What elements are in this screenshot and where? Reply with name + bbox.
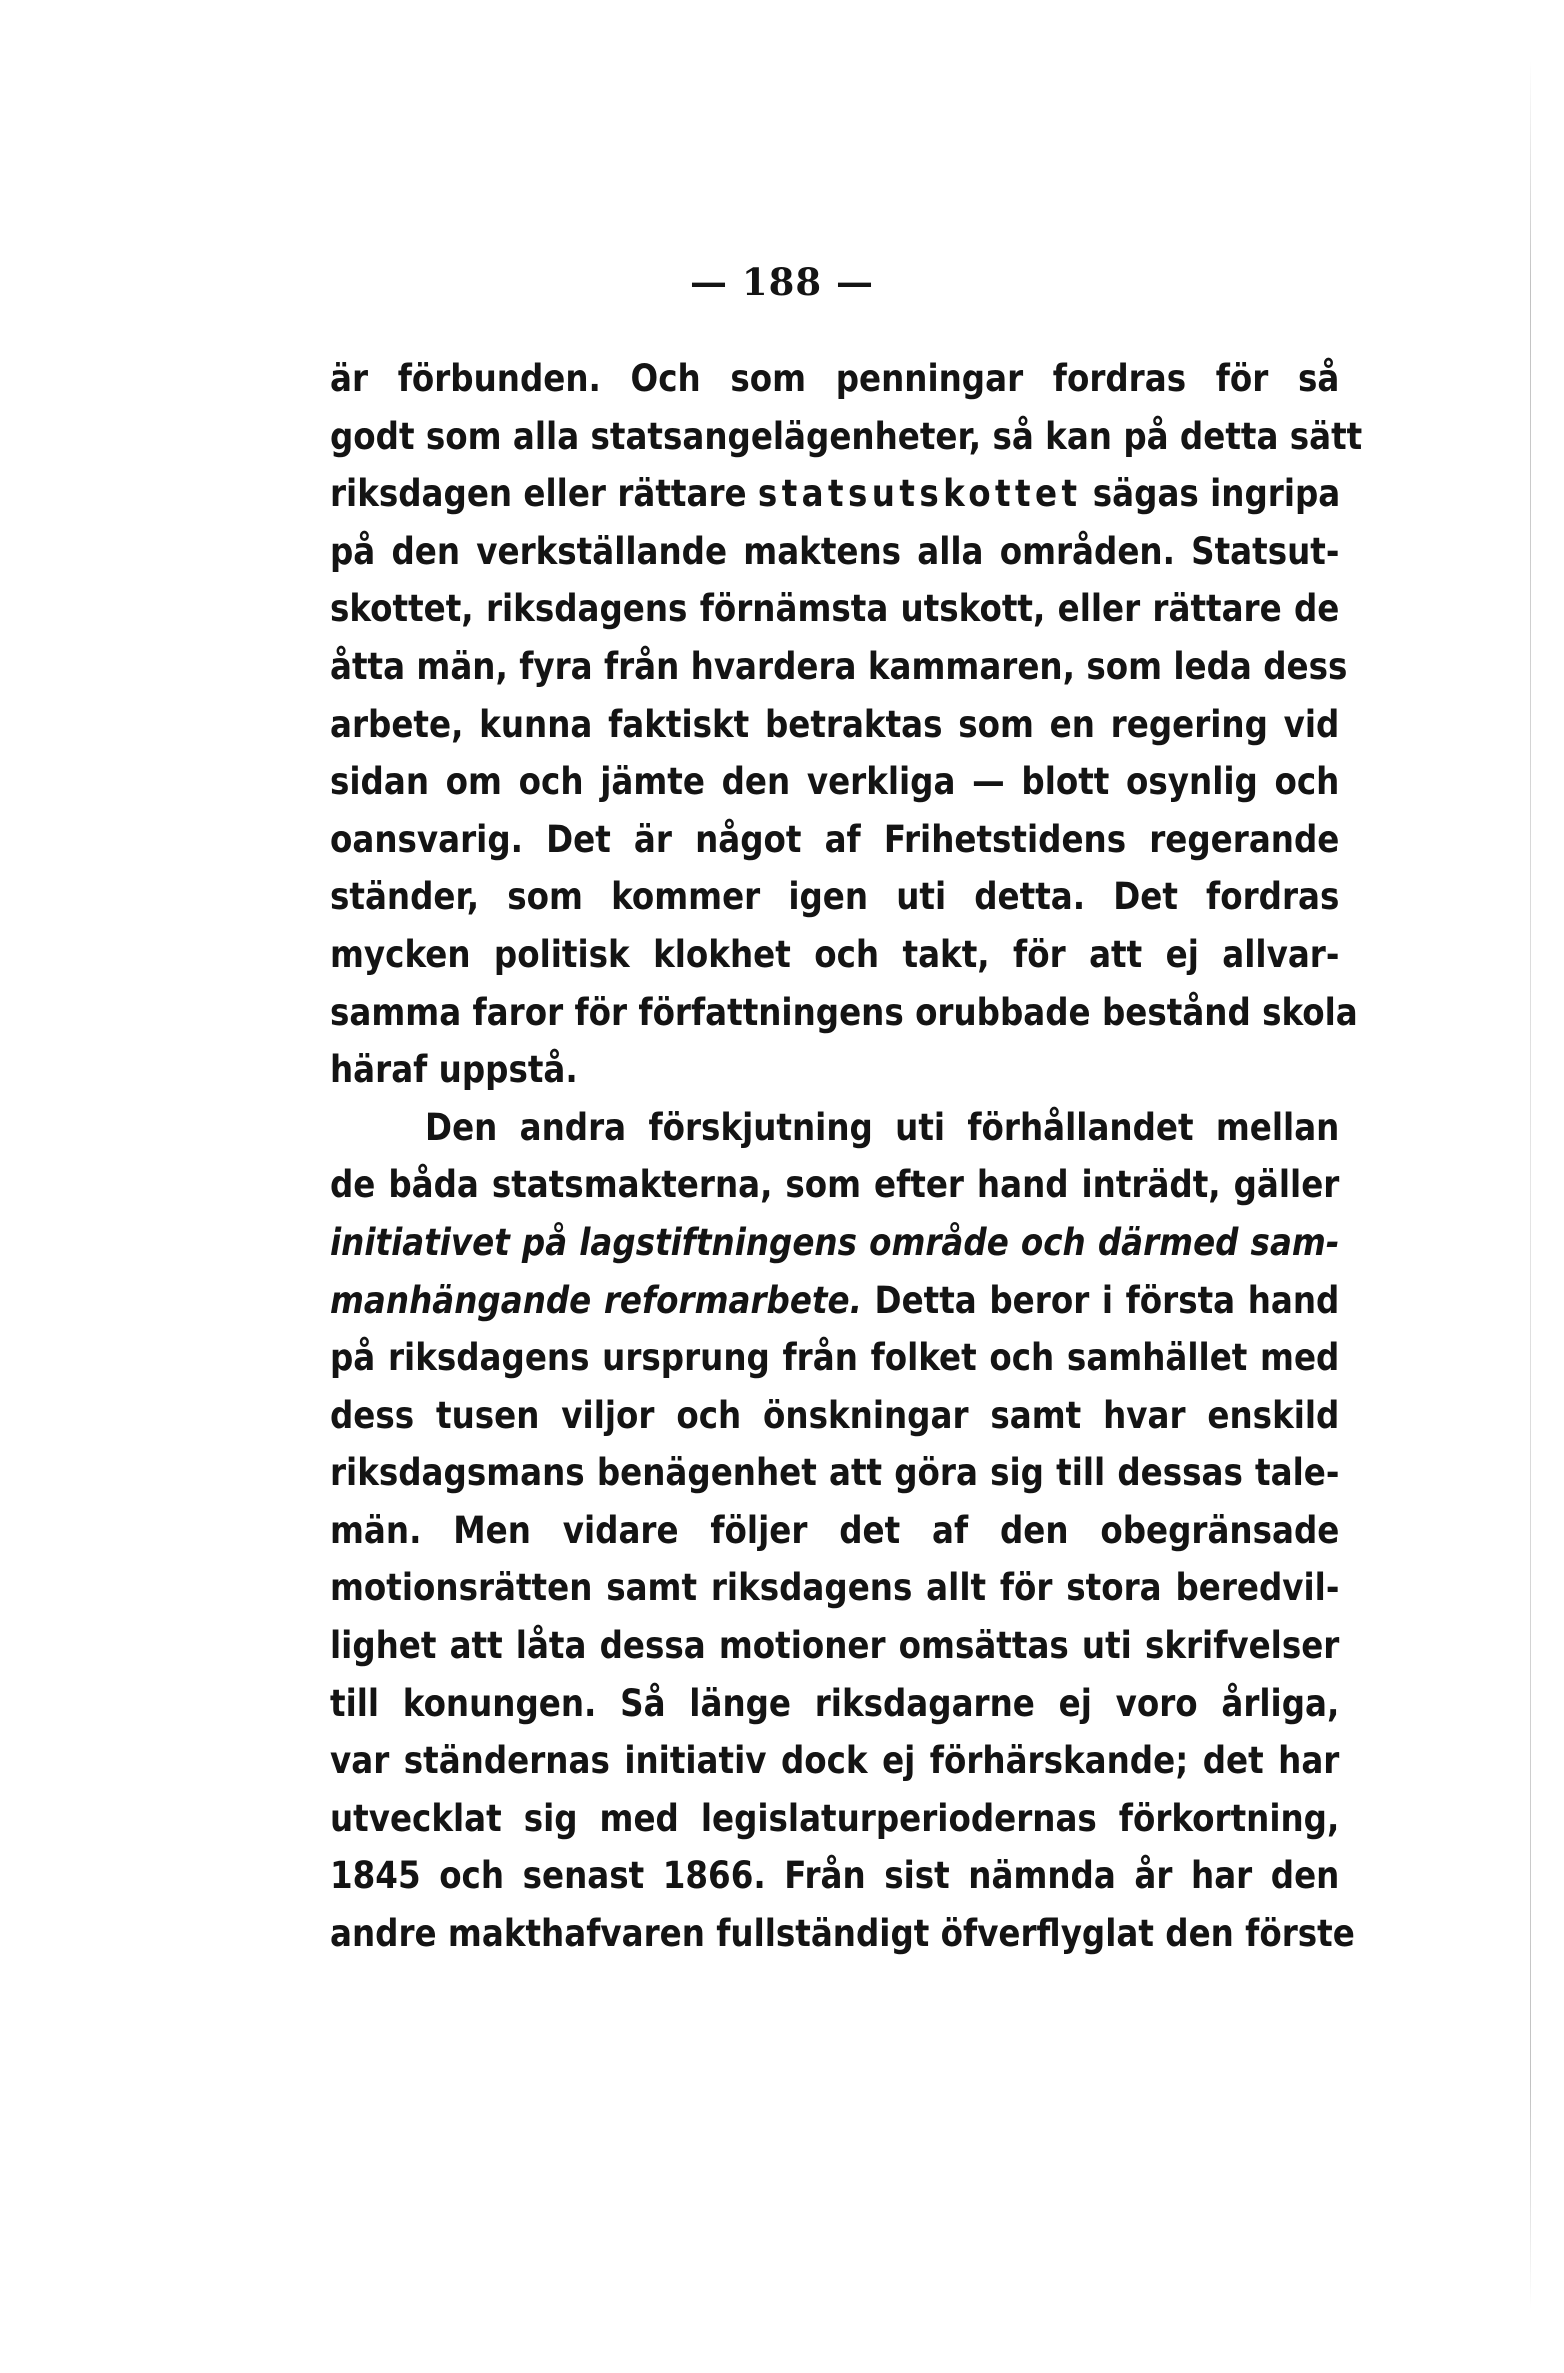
text-line bbox=[330, 1214, 1339, 1272]
text-line: 1845 och senast 1866. Från sist nämnda år har den bbox=[330, 1854, 1340, 1898]
text-line: utvecklat sig med legislaturperiodernas förkortning, bbox=[330, 1796, 1340, 1840]
text-line: oansvarig. Det är något af Frihetstidens regerande bbox=[330, 817, 1340, 861]
text-line: män. Men vidare följer det af den obegränsade bbox=[330, 1508, 1340, 1552]
text-line: på den verkställande maktens alla områden. Statsut- bbox=[330, 529, 1340, 573]
text-line: sidan om och jämte den verkliga — blott osynlig och bbox=[330, 760, 1340, 804]
text-segment: Detta beror i första hand bbox=[861, 1278, 1340, 1322]
text-line bbox=[330, 1272, 1339, 1330]
text-line: ständer, som kommer igen uti detta. Det fordras bbox=[330, 875, 1340, 919]
text-line: riksdagsmans benägenhet att göra sig till dessas tale- bbox=[330, 1451, 1340, 1495]
text-line: är förbunden. Och som penningar fordras för så bbox=[330, 357, 1340, 400]
text-line: dess tusen viljor och önskningar samt hvar enskild bbox=[330, 1393, 1340, 1437]
text-line: var ständernas initiativ dock ej förhärskande; det har bbox=[330, 1739, 1340, 1783]
text-line: motionsrätten samt riksdagens allt för stora beredvil- bbox=[330, 1566, 1340, 1610]
text-segment: riksdagen eller rättare bbox=[330, 472, 758, 516]
italic-emphasis: manhängande reformarbete. bbox=[330, 1278, 862, 1322]
page-number: — 188 — bbox=[690, 260, 874, 304]
text-line: godt som alla statsangelägenheter, så kan på detta sätt bbox=[330, 414, 1363, 458]
page-edge-shadow bbox=[1530, 60, 1531, 2310]
spaced-emphasis: statsutskottet bbox=[757, 472, 1082, 516]
text-line bbox=[330, 465, 1339, 523]
text-line: andre makthafvaren fullständigt öfverflyglat den förste bbox=[330, 1912, 1355, 1956]
text-line: arbete, kunna faktiskt betraktas som en regering vid bbox=[330, 702, 1340, 746]
text-line: åtta män, fyra från hvardera kammaren, som leda dess bbox=[330, 644, 1348, 688]
text-line: mycken politisk klokhet och takt, för att ej allvar- bbox=[330, 932, 1340, 976]
text-line: skottet, riksdagens förnämsta utskott, eller rättare de bbox=[330, 587, 1340, 631]
text-line: lighet att låta dessa motioner omsättas uti skrifvelser bbox=[330, 1624, 1340, 1668]
text-segment: sägas ingripa bbox=[1081, 472, 1341, 516]
text-line: på riksdagens ursprung från folket och samhället med bbox=[330, 1336, 1340, 1380]
text-line: de båda statsmakterna, som efter hand inträdt, gäller bbox=[330, 1163, 1340, 1207]
italic-emphasis: initiativet på lagstiftningens område och därmed sam- bbox=[330, 1220, 1340, 1264]
text-line: samma faror för författningens orubbade bestånd skola bbox=[330, 990, 1358, 1034]
body-text bbox=[330, 350, 1363, 1963]
text-line: Den andra förskjutning uti förhållandet mellan bbox=[425, 1105, 1340, 1149]
text-line: häraf uppstå. bbox=[330, 1048, 578, 1092]
text-line: till konungen. Så länge riksdagarne ej voro årliga, bbox=[330, 1681, 1340, 1725]
